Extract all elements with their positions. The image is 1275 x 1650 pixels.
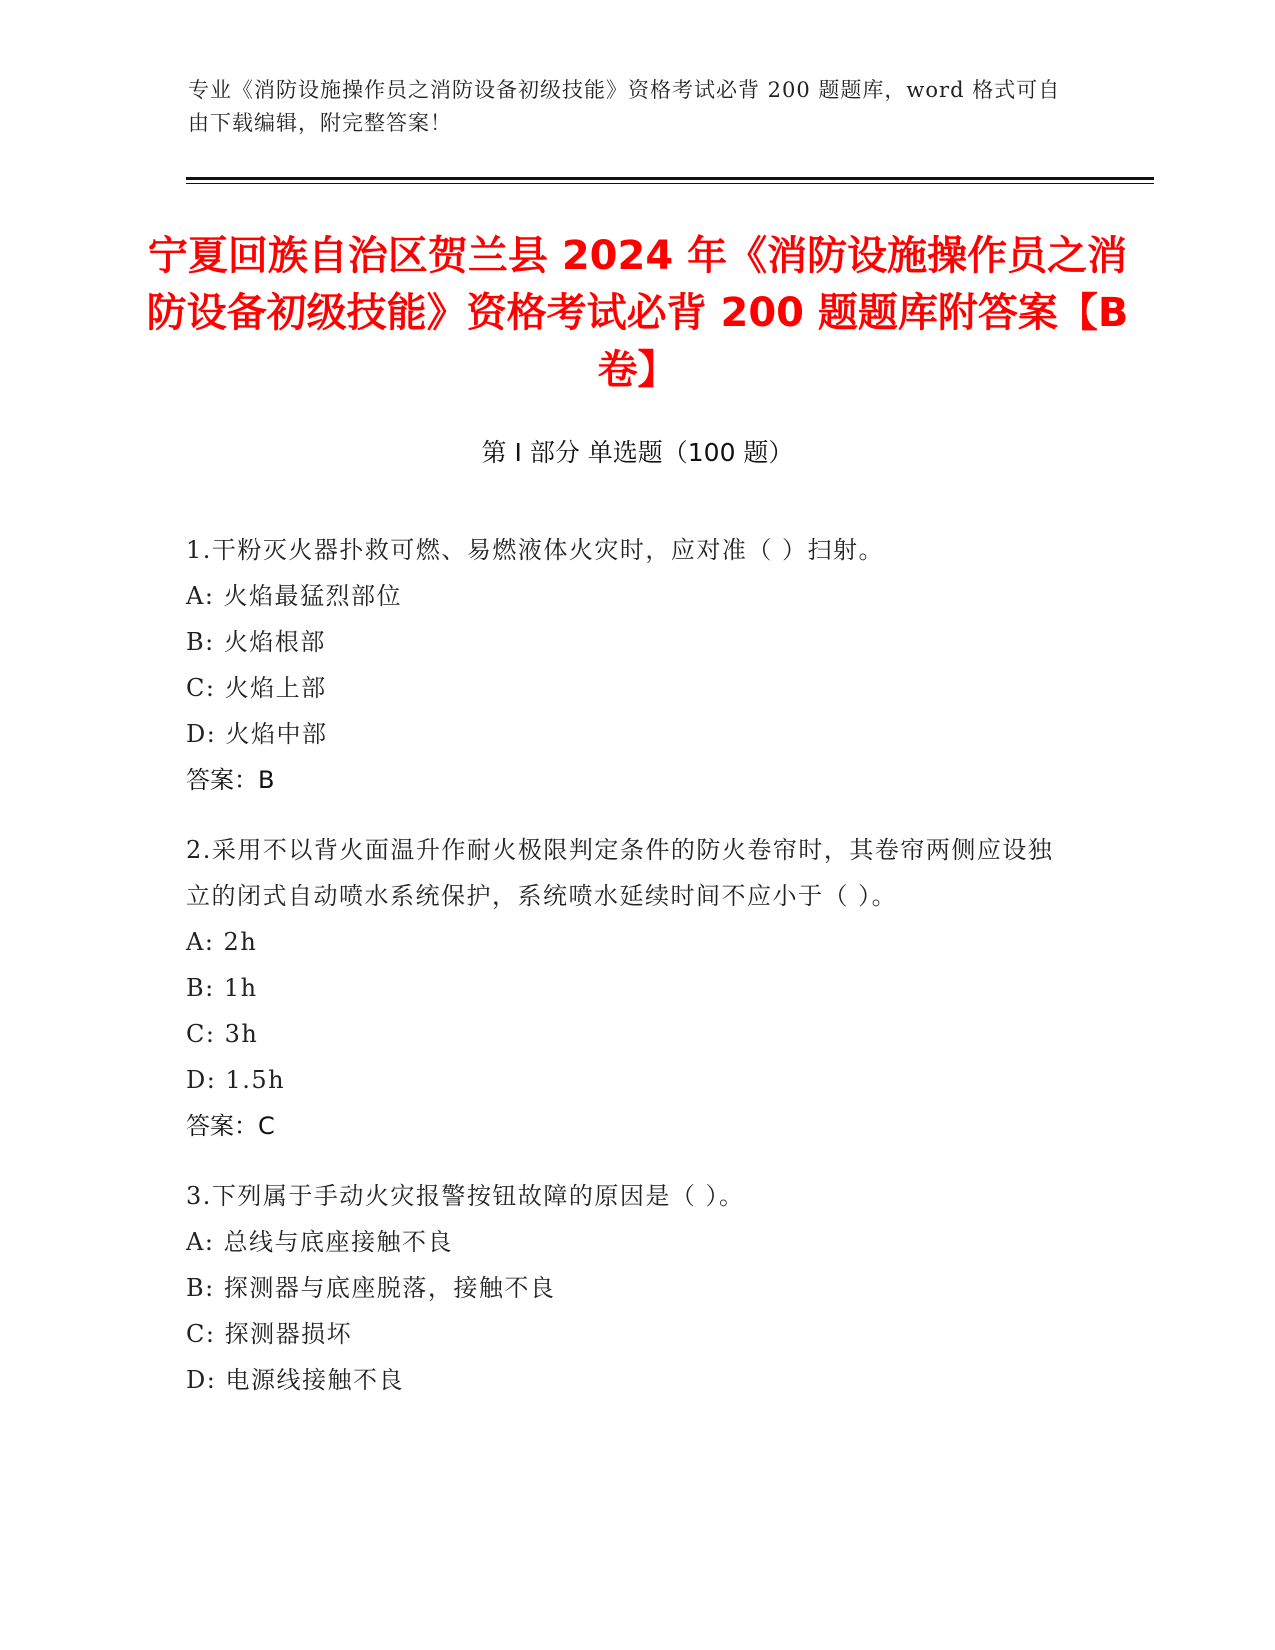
option-c: C: 探测器损坏	[186, 1320, 353, 1348]
option-d: D: 电源线接触不良	[186, 1366, 404, 1394]
section-title: 第 I 部分 单选题（100 题）	[481, 438, 794, 467]
option-c: C: 火焰上部	[186, 674, 327, 702]
header-divider-thick	[186, 177, 1154, 180]
question-stem: 2.采用不以背火面温升作耐火极限判定条件的防火卷帘时，其卷帘两侧应设独立的闭式自动喷水系统保护，系统喷水延续时间不应小于（ ）。	[186, 836, 1054, 910]
question-stem: 3.下列属于手动火灾报警按钮故障的原因是（ ）。	[186, 1182, 745, 1210]
option-a: A: 总线与底座接触不良	[186, 1228, 454, 1256]
question-item	[186, 527, 1066, 803]
option-a: A: 2h	[186, 928, 258, 956]
question-stem: 1.干粉灭火器扑救可燃、易燃液体火灾时，应对准（ ）扫射。	[186, 536, 885, 564]
question-answer: 答案：C	[186, 1112, 275, 1140]
question-item	[186, 827, 1066, 1149]
document-title: 宁夏回族自治区贺兰县 2024 年《消防设施操作员之消防设备初级技能》资格考试必背 200 题题库附答案【B 卷】	[146, 233, 1129, 393]
option-c: C: 3h	[186, 1020, 259, 1048]
option-a: A: 火焰最猛烈部位	[186, 582, 403, 610]
option-b: B: 火焰根部	[186, 628, 326, 656]
question-item	[186, 1173, 1066, 1403]
question-answer: 答案：B	[186, 766, 275, 794]
question-list	[186, 527, 1066, 1427]
option-d: D: 1.5h	[186, 1066, 286, 1094]
header-note: 专业《消防设施操作员之消防设备初级技能》资格考试必背 200 题题库，word 格式可自由下载编辑，附完整答案！	[188, 78, 1061, 135]
option-b: B: 探测器与底座脱落，接触不良	[186, 1274, 556, 1302]
option-b: B: 1h	[186, 974, 258, 1002]
header-divider-thin	[186, 183, 1154, 184]
option-d: D: 火焰中部	[186, 720, 328, 748]
